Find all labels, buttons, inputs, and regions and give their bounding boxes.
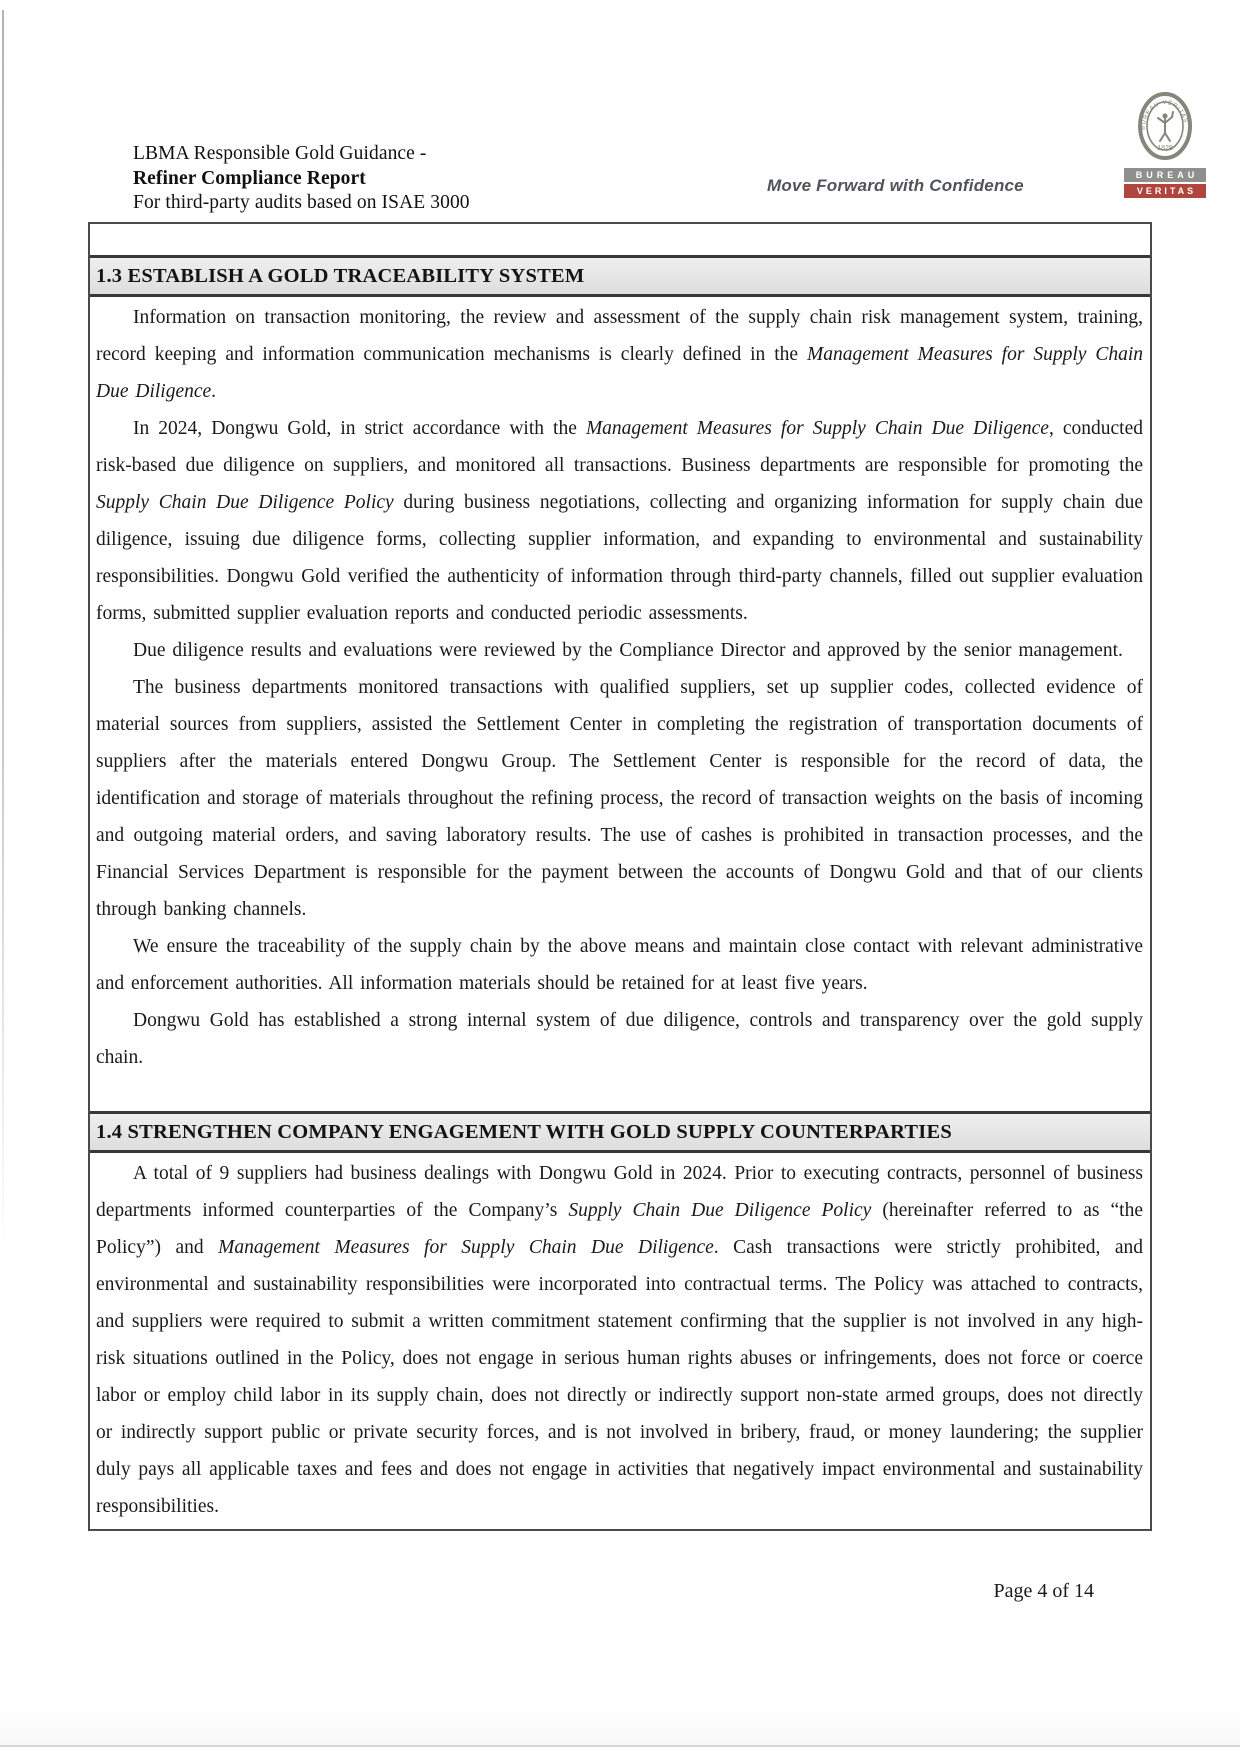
svg-text:BUREAU VERITAS: BUREAU VERITAS: [1140, 99, 1189, 131]
bureau-veritas-emblem-icon: [1136, 90, 1194, 162]
header-title-line3: For third-party audits based on ISAE 3000: [133, 192, 470, 213]
paragraph: A total of 9 suppliers had business dealings with Dongwu Gold in 2024. Prior to executing contracts, personnel of business departments informed counterparties of the Company’s Supply Chain Due Diligence Policy (hereinafter referred to as “the Policy”) and Management Measures for Supply Chain Due Diligence. Cash transactions were strictly prohibited, and environmental and sustainability responsibilities were incorporated into contractual terms. The Policy was attached to contracts, and suppliers were required to submit a written commitment statement confirming that the supplier is not involved in any high-risk situations outlined in the Policy, does not engage in serious human rights abuses or infringements, does not force or coerce labor or employ child labor in its supply chain, does not directly or indirectly support non-state armed groups, does not directly or indirectly support public or private security forces, and is not involved in bribery, fraud, or money laundering; the supplier duly pays all applicable taxes and fees and does not engage in activities that negatively impact environmental and sustainability responsibilities.: [96, 1163, 1144, 1517]
paragraph: We ensure the traceability of the supply chain by the above means and maintain close contact with relevant administrative and enforcement authorities. All information materials should be retained for at least five years.: [96, 936, 1143, 994]
header-title-line1: LBMA Responsible Gold Guidance -: [133, 143, 427, 164]
paragraph: Dongwu Gold has established a strong internal system of due diligence, controls and transparency over the gold supply chain.: [96, 1010, 1143, 1068]
page-number: Page 4 of 14: [993, 1580, 1094, 1602]
section-body-1-3: [90, 297, 1150, 1111]
paragraph: The business departments monitored transactions with qualified suppliers, set up supplier codes, collected evidence of material sources from suppliers, assisted the Settlement Center in completing the registration of transportation documents of suppliers after the materials entered Dongwu Group. The Settlement Center is responsible for the record of data, the identification and storage of materials throughout the refining process, the record of transaction weights on the basis of incoming and outgoing material orders, and saving laboratory results. The use of cashes is prohibited in transaction processes, and the Financial Services Department is responsible for the payment between the accounts of Dongwu Gold and that of our clients through banking channels.: [96, 677, 1143, 920]
scan-shadow-bottom: [0, 1700, 1240, 1745]
emblem-year: 1828: [1157, 145, 1173, 152]
paragraph: Information on transaction monitoring, the review and assessment of the supply chain risk management system, training, record keeping and information communication mechanisms is clearly defined in the Management Measures for Supply Chain Due Diligence.: [96, 307, 1143, 402]
paragraph: Due diligence results and evaluations were reviewed by the Compliance Director and approved by the senior management.: [133, 640, 1123, 661]
veritas-bar: VERITAS: [1124, 184, 1206, 198]
paragraph: In 2024, Dongwu Gold, in strict accordance with the Management Measures for Supply Chain Due Diligence, conducted risk-based due diligence on suppliers, and monitored all transactions. Business departments are responsible for promoting the Supply Chain Due Diligence Policy during business negotiations, collecting and organizing information for supply chain due diligence, issuing due diligence forms, collecting supplier information, and expanding to environmental and sustainability responsibilities. Dongwu Gold verified the authenticity of information through third-party channels, filled out supplier evaluation forms, submitted supplier evaluation reports and conducted periodic assessments.: [96, 418, 1144, 624]
empty-row: [90, 224, 1150, 255]
section-heading-text: 1.3 ESTABLISH A GOLD TRACEABILITY SYSTEM: [96, 265, 585, 287]
section-heading-1-4: [90, 1111, 1150, 1153]
page-header: [133, 142, 470, 216]
section-heading-1-3: [90, 255, 1150, 297]
scan-edge-artifact-left: [2, 10, 4, 1260]
scan-edge-artifact-bottom: [0, 1745, 1240, 1747]
bureau-veritas-wordmark: [1122, 168, 1208, 198]
bureau-bar: BUREAU: [1124, 168, 1206, 182]
bureau-veritas-logo: [1122, 90, 1208, 198]
report-table: [88, 222, 1152, 1531]
section-heading-text: 1.4 STRENGTHEN COMPANY ENGAGEMENT WITH GOLD SUPPLY COUNTERPARTIES: [96, 1121, 952, 1143]
header-title-line2: Refiner Compliance Report: [133, 167, 366, 189]
section-body-1-4: [90, 1153, 1150, 1529]
brand-tagline: Move Forward with Confidence: [767, 176, 1024, 195]
